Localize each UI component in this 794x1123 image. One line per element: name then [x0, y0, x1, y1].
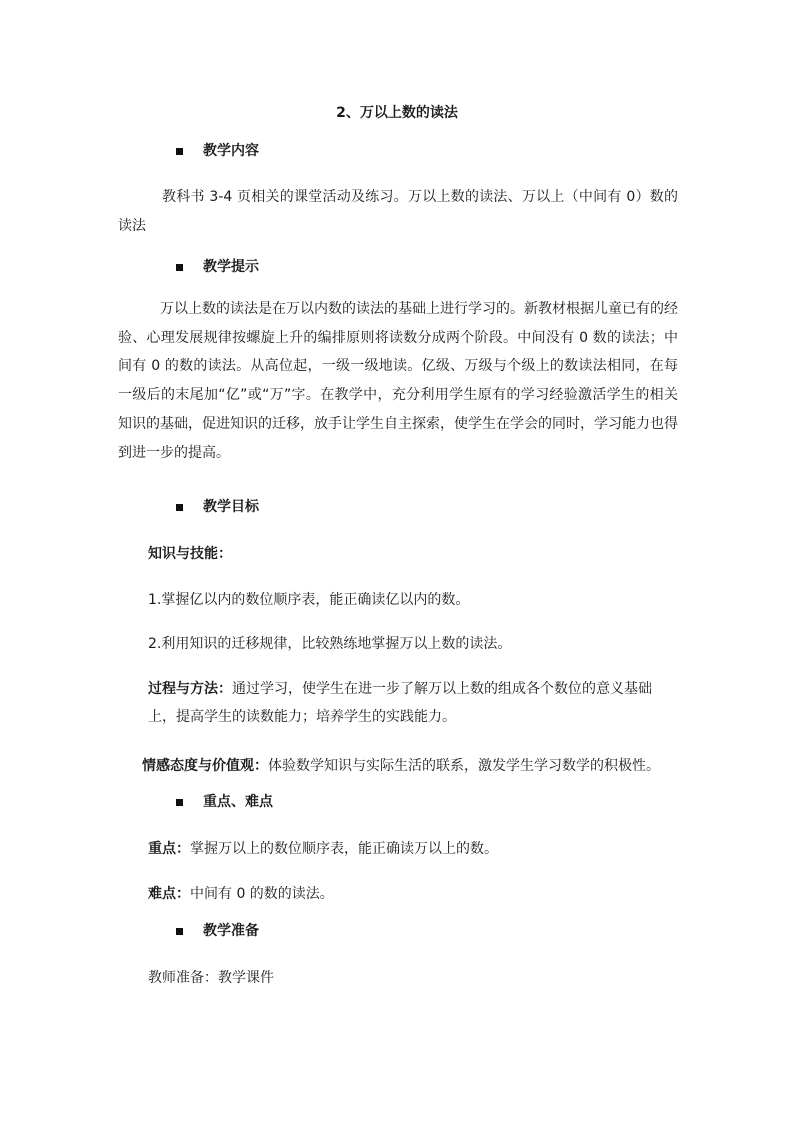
square-bullet-icon	[176, 504, 183, 511]
key-point-text: 掌握万以上的数位顺序表，能正确读万以上的数。	[190, 841, 498, 857]
section-heading-content	[176, 141, 259, 161]
key-point-line	[148, 839, 498, 859]
emotion-values-text: 体验数学知识与实际生活的联系，激发学生学习数学的积极性。	[268, 758, 660, 774]
process-method-text: 通过学习，使学生在进一步了解万以上数的组成各个数位的意义基础上，提高学生的读数能力；培养学生的实践能力。	[148, 681, 652, 725]
difficulty-text: 中间有 0 的数的读法。	[190, 886, 334, 902]
square-bullet-icon	[176, 799, 183, 806]
goal-item-1: 1.掌握亿以内的数位顺序表，能正确读亿以内的数。	[148, 592, 470, 608]
difficulty-label: 难点：	[148, 886, 190, 902]
square-bullet-icon	[176, 928, 183, 935]
square-bullet-icon	[176, 148, 183, 155]
section-heading-hints	[176, 257, 259, 277]
prep-text: 教师准备：教学课件	[148, 970, 274, 986]
emotion-values-label: 情感态度与价值观：	[142, 758, 268, 774]
content-paragraph: 教科书 3-4 页相关的课堂活动及练习。万以上数的读法、万以上（中间有 0）数的读法	[118, 189, 678, 234]
section-heading-label: 教学准备	[203, 923, 259, 939]
section-heading-label: 教学提示	[203, 259, 259, 275]
knowledge-skills-label: 知识与技能：	[148, 546, 232, 562]
difficulty-line	[148, 884, 334, 904]
hints-paragraph: 万以上数的读法是在万以内数的读法的基础上进行学习的。新教材根据儿童已有的经验、心理发展规律按螺旋上升的编排原则将读数分成两个阶段。中间没有 0 数的读法；中间有 0 的数的读法。从高位起，一级一级地读。亿级、万级与个级上的数读法相同，在每一级后的末尾加“亿”或“万”字。在教学中，充分利用学生原有的学习经验激活学生的相关知识的基础，促进知识的迁移，放手让学生自主探索，使学生在学会的同时，学习能力也得到进一步的提高。	[118, 301, 678, 461]
emotion-values-line	[142, 756, 660, 776]
section-heading-label: 教学目标	[203, 499, 259, 515]
section-heading-goals	[176, 497, 259, 517]
section-heading-prep	[176, 921, 259, 941]
process-method-label: 过程与方法：	[148, 681, 232, 697]
square-bullet-icon	[176, 264, 183, 271]
process-method-block	[118, 675, 678, 731]
key-point-label: 重点：	[148, 841, 190, 857]
document-title: 2、万以上数的读法	[336, 105, 458, 121]
goal-item-2: 2.利用知识的迁移规律，比较熟练地掌握万以上数的读法。	[148, 636, 512, 652]
section-heading-keypoints	[176, 792, 273, 812]
section-heading-label: 重点、难点	[203, 794, 273, 810]
section-heading-label: 教学内容	[203, 143, 259, 159]
